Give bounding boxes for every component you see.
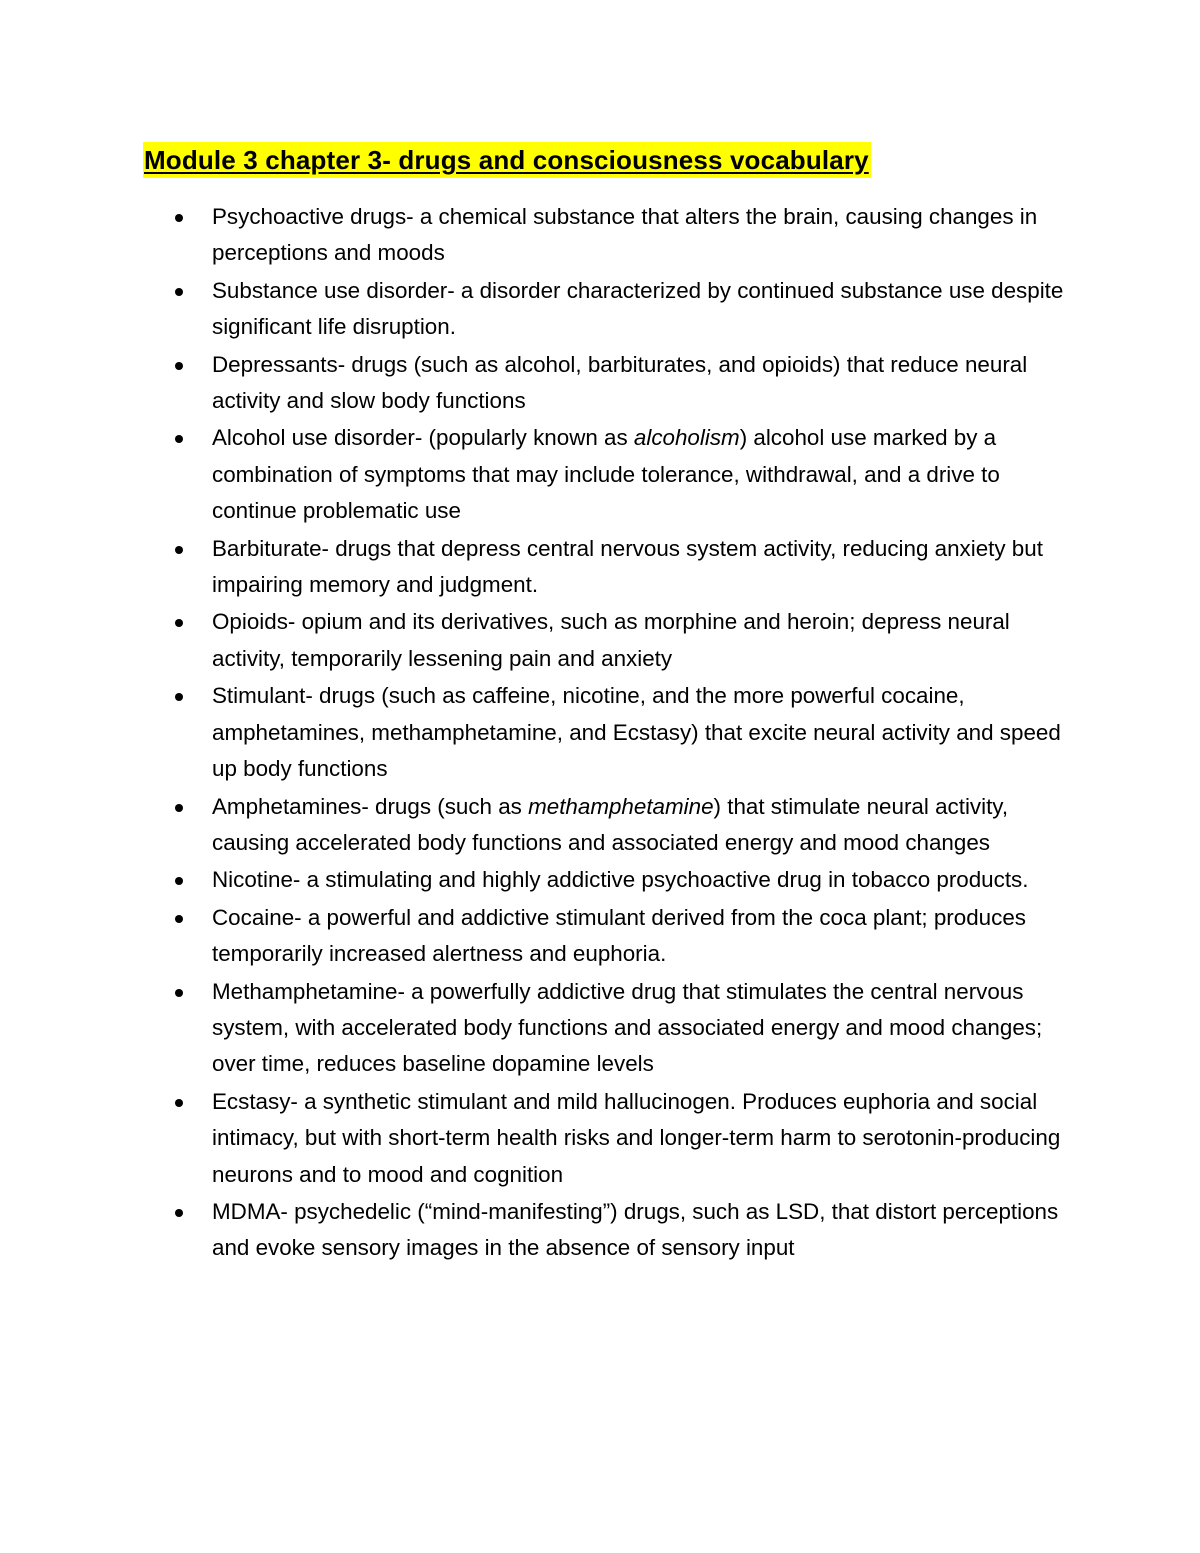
term-text: MDMA- psychedelic (“mind-manifesting”) drugs, such as LSD, that distort perceptions and evoke sensory images in the absence of sensory input xyxy=(212,1198,1059,1261)
vocabulary-item xyxy=(175,678,1075,787)
bullet-icon xyxy=(175,435,183,443)
bullet-icon xyxy=(175,989,183,997)
vocabulary-item xyxy=(175,199,1075,272)
bullet-icon xyxy=(175,693,183,701)
term-text: Opioids- opium and its derivatives, such as morphine and heroin; depress neural activity, temporarily lessening pain and anxiety xyxy=(212,609,1010,671)
vocabulary-item xyxy=(175,273,1075,346)
term-text: Nicotine- a stimulating and highly addictive psychoactive drug in tobacco products. xyxy=(212,867,1029,893)
vocabulary-item xyxy=(175,420,1075,529)
vocabulary-item xyxy=(175,974,1075,1083)
vocabulary-item xyxy=(175,789,1075,862)
term-text: Depressants- drugs (such as alcohol, barbiturates, and opioids) that reduce neural activity and slow body functions xyxy=(212,351,1028,414)
term-italic-text: alcoholism xyxy=(633,425,740,451)
bullet-icon xyxy=(175,546,183,554)
vocabulary-item xyxy=(175,900,1075,973)
term-text: Psychoactive drugs- a chemical substance that alters the brain, causing changes in perceptions and moods xyxy=(212,204,1038,266)
term-text-continued: ) alcohol use marked by a combination of symptoms that may include tolerance, withdrawal, and a drive to continue problematic use xyxy=(212,425,1000,524)
bullet-icon xyxy=(175,1099,183,1107)
bullet-icon xyxy=(175,1209,183,1217)
vocabulary-item xyxy=(175,862,1075,898)
bullet-icon xyxy=(175,915,183,923)
term-text: Barbiturate- drugs that depress central nervous system activity, reducing anxiety but impairing memory and judgment. xyxy=(212,535,1043,598)
vocabulary-item xyxy=(175,531,1075,604)
vocabulary-item xyxy=(175,1084,1075,1193)
bullet-icon xyxy=(175,804,183,812)
term-text-continued: ) that stimulate neural activity, causing accelerated body functions and associated energy and mood changes xyxy=(212,793,1009,855)
bullet-icon xyxy=(175,877,183,885)
vocabulary-item xyxy=(175,604,1075,677)
document-title: Module 3 chapter 3- drugs and consciousness vocabulary xyxy=(143,142,871,178)
term-italic-text: methamphetamine xyxy=(528,793,714,819)
term-text: Amphetamines- drugs (such as xyxy=(212,793,529,819)
bullet-icon xyxy=(175,619,183,627)
term-text: Ecstasy- a synthetic stimulant and mild hallucinogen. Produces euphoria and social intimacy, but with short-term health risks and longer-term harm to serotonin-producing neurons and to mood and cognition xyxy=(212,1088,1061,1187)
vocabulary-item xyxy=(175,347,1075,420)
term-text: Methamphetamine- a powerfully addictive drug that stimulates the central nervous system, with accelerated body functions and associated energy and mood changes; over time, reduces baseline dopamine levels xyxy=(212,978,1043,1077)
vocabulary-item xyxy=(175,1194,1075,1267)
bullet-icon xyxy=(175,214,183,222)
bullet-icon xyxy=(175,362,183,370)
term-text: Cocaine- a powerful and addictive stimulant derived from the coca plant; produces temporarily increased alertness and euphoria. xyxy=(212,904,1026,967)
term-text: Substance use disorder- a disorder characterized by continued substance use despite significant life disruption. xyxy=(212,277,1064,340)
title-wrap xyxy=(143,142,871,178)
term-text: Alcohol use disorder- (popularly known as xyxy=(212,425,634,451)
vocabulary-list xyxy=(175,199,1075,1268)
term-text: Stimulant- drugs (such as caffeine, nicotine, and the more powerful cocaine, amphetamines, methamphetamine, and Ecstasy) that excite neural activity and speed up body functions xyxy=(212,683,1061,782)
bullet-icon xyxy=(175,288,183,296)
